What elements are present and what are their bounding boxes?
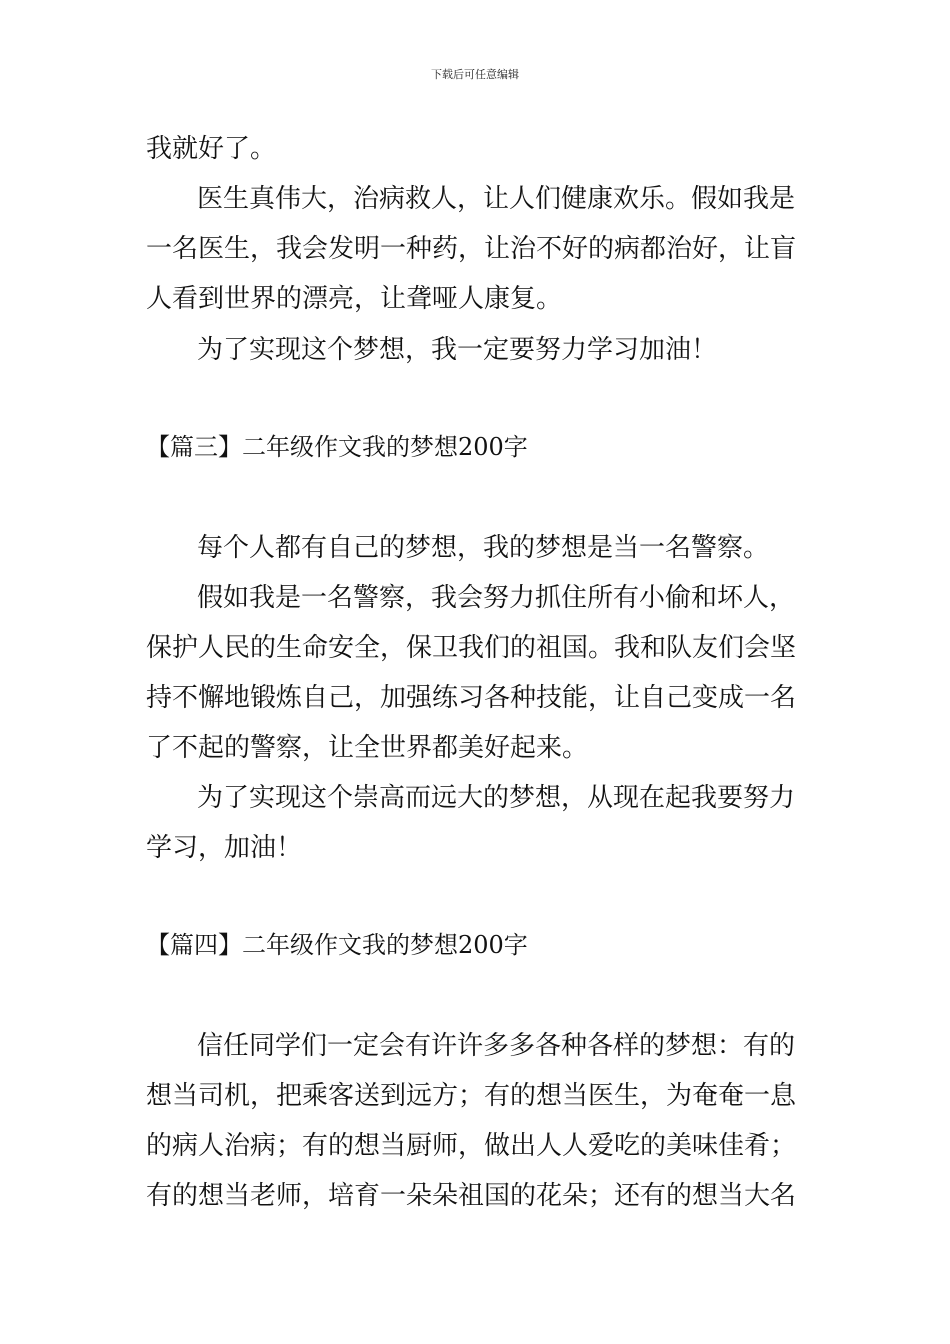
paragraph-line: 学习，加油！	[146, 833, 303, 863]
paragraph-line: 的病人治病；有的想当厨师，做出人人爱吃的美味佳肴；	[146, 1131, 797, 1161]
paragraph-line: 假如我是一名警察，我会努力抓住所有小偷和坏人，	[197, 583, 796, 613]
section-heading: 【篇三】二年级作文我的梦想200字	[146, 433, 528, 461]
paragraph-line: 为了实现这个崇高而远大的梦想，从现在起我要努力	[197, 783, 796, 813]
paragraph-line: 人看到世界的漂亮，让聋哑人康复。	[146, 284, 563, 314]
paragraph-line: 持不懈地锻炼自己，加强练习各种技能，让自己变成一名	[146, 683, 797, 713]
paragraph-line: 医生真伟大，治病救人，让人们健康欢乐。假如我是	[197, 184, 796, 214]
page-header: 下载后可任意编辑	[431, 68, 519, 81]
paragraph-line: 想当司机，把乘客送到远方；有的想当医生，为奄奄一息	[146, 1081, 797, 1111]
paragraph-line: 有的想当老师，培育一朵朵祖国的花朵；还有的想当大名	[146, 1181, 797, 1211]
paragraph-line: 每个人都有自己的梦想，我的梦想是当一名警察。	[197, 533, 770, 563]
paragraph-line: 信任同学们一定会有许许多多各种各样的梦想：有的	[197, 1031, 796, 1061]
paragraph-line: 保护人民的生命安全，保卫我们的祖国。我和队友们会坚	[146, 633, 797, 663]
paragraph-line: 为了实现这个梦想，我一定要努力学习加油！	[197, 335, 718, 365]
paragraph-line: 一名医生，我会发明一种药，让治不好的病都治好，让盲	[146, 234, 797, 264]
section-heading: 【篇四】二年级作文我的梦想200字	[146, 931, 528, 959]
paragraph-line: 了不起的警察，让全世界都美好起来。	[146, 733, 589, 763]
paragraph-line: 我就好了。	[146, 134, 277, 164]
